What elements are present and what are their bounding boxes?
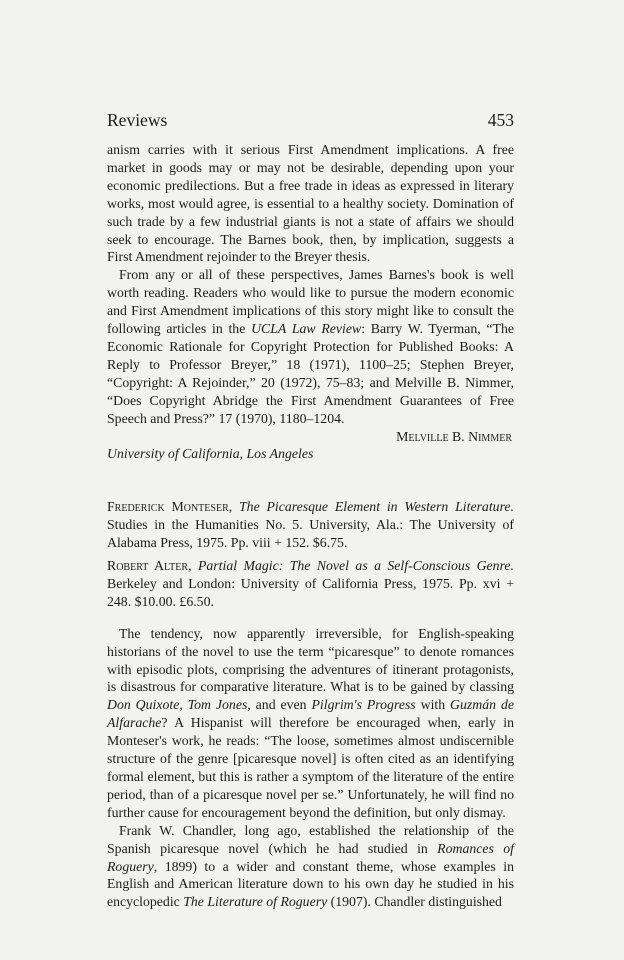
review1-paragraph-1: anism carries with it serious First Amendment implications. A free market in goods may or may not be desirable, depending upon your economic predilections. But a free trade in ideas as expressed in literary works, most would agree, is essential to a healthy society. Domination of such trade by a few industrial giants is not a state of affairs we should seek to encourage. The Barnes book, then, by implication, suggests a First Amendment rejoinder to the Breyer thesis.	[107, 142, 514, 265]
text-run: and even	[250, 697, 312, 713]
running-header	[107, 110, 514, 134]
review2-paragraph-2	[107, 822, 514, 912]
citation-details: Berkeley and London: University of California Press, 1975. Pp. xvi + 248. $10.00. £6.50.	[107, 575, 514, 609]
work-title: Guzmán de Alfarache	[107, 697, 514, 731]
text-run: The tendency, now apparently irreversible, for English-speaking historians of the novel to use the term “picaresque” to denote romances with episodic plots, comprising the adventures of itinerant protagonists, is disastrous for comparative literature. What is to be gained by classing	[107, 625, 514, 695]
work-title: The Literature of Roguery	[183, 894, 328, 910]
journal-title: UCLA Law Review	[251, 321, 362, 337]
text-run: , 1899) to a wider and constant theme, whose examples in English and American literature down to his own day he studied in his encyclopedic	[107, 858, 514, 910]
citation-title: The Picaresque Element in Western Literature.	[239, 499, 514, 515]
section-title: Reviews	[107, 110, 168, 130]
work-title: Romances of Roguery	[107, 840, 514, 874]
reviewer-affiliation: University of California, Los Angeles	[107, 446, 314, 462]
citation-details: Studies in the Humanities No. 5. University, Ala.: The University of Alabama Press, 1975. Pp. viii + 152. $6.75.	[107, 517, 514, 551]
page-body	[107, 141, 514, 911]
work-title: Don Quixote, Tom Jones,	[107, 697, 251, 713]
text-run: (1907). Chandler distinguished	[327, 894, 502, 910]
citation-author: Frederick Monteser	[107, 499, 229, 515]
work-title: Pilgrim's Progress	[311, 697, 416, 713]
review1-paragraph-2	[107, 266, 514, 427]
book-citation-2: Robert Alter, Partial Magic: The Novel as a Self-Conscious Genre. Berkeley and London: University of California Press, 1975. Pp. xvi + 248. $10.00. £6.50.	[107, 558, 515, 609]
text-run: : Barry W. Tyerman, “The Economic Rationale for Copyright Protection for Published Books: A Reply to Professor Breyer,” 18 (1971), 1100–25; Stephen Breyer, “Copyright: A Rejoinder,” 20 (1972), 75–83; and Melville B. Nimmer, “Does Copyright Abridge the First Amendment Guarantees of Free Speech and Press?” 17 (1970), 1180–1204.	[107, 321, 515, 426]
reviewer-signature: Melville B. Nimmer	[396, 428, 512, 444]
citation-title: Partial Magic: The Novel as a Self-Conscious Genre.	[197, 558, 515, 574]
spacer	[107, 611, 514, 625]
spacer	[107, 463, 514, 498]
text-run: with	[415, 697, 451, 713]
text-run: Frank W. Chandler, long ago, established the relationship of the Spanish picaresque novel (which he had studied in	[107, 822, 514, 856]
citation-author: Robert Alter	[107, 558, 189, 574]
text-run: ? A Hispanist will therefore be encouraged when, early in Monteser's work, he reads: “The loose, sometimes almost undiscernible structure of the genre [picaresque novel] is often cited as an identifying formal element, but this is rather a symptom of the literature of the entire period, than of a picaresque novel per se.” Unfortunately, he will find no further cause for encouragement beyond the definition, but only dismay.	[107, 715, 514, 820]
review2-paragraph-1	[107, 625, 514, 822]
page-number: 453	[487, 110, 514, 130]
text-run: From any or all of these perspectives, James Barnes's book is well worth reading. Readers who would like to pursue the modern economic and First Amendment implications of this story might like to consult the following articles in the	[107, 267, 514, 337]
book-citation-1: Frederick Monteser, The Picaresque Element in Western Literature. Studies in the Humanities No. 5. University, Ala.: The University of Alabama Press, 1975. Pp. viii + 152. $6.75.	[107, 499, 514, 551]
